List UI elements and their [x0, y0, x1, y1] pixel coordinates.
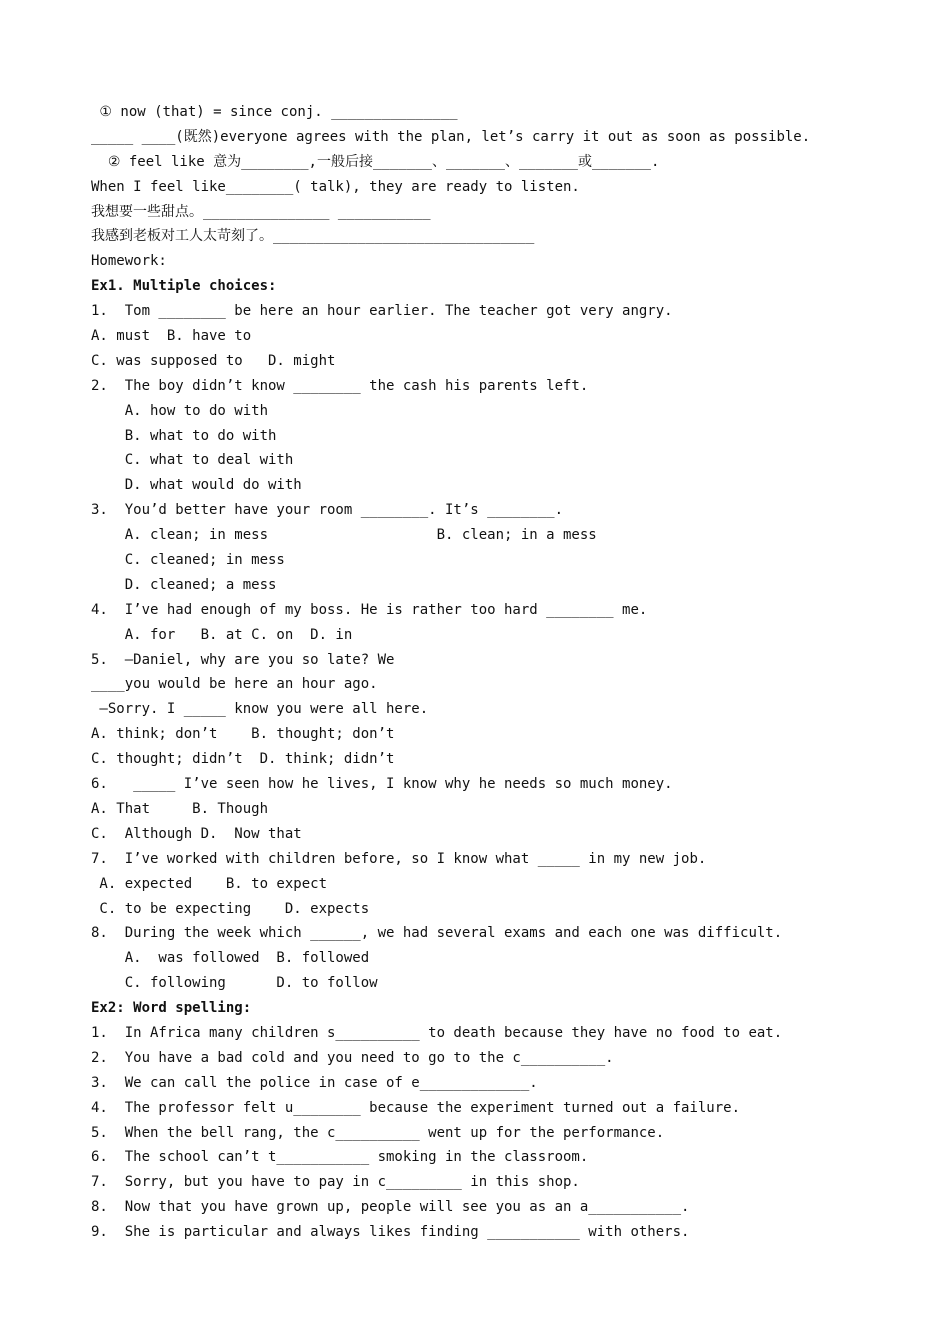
- question-line: 8. During the week which ______, we had several exams and each one was difficult.: [91, 925, 783, 942]
- option-line: C. cleaned; in mess: [91, 552, 285, 569]
- option-line: D. what would do with: [91, 477, 302, 494]
- option-line: A. expected B. to expect: [91, 875, 328, 892]
- translation-2: 我感到老板对工人太苛刻了。_______________________________: [91, 228, 535, 245]
- option-line: A. That B. Though: [91, 800, 269, 817]
- spelling-line: 5. When the bell rang, the c__________ went up for the performance.: [91, 1124, 665, 1141]
- note-now-that: ① now (that) = since conj. _______________: [91, 104, 458, 120]
- spelling-line: 6. The school can’t t___________ smoking in the classroom.: [91, 1149, 589, 1166]
- spelling-line: 4. The professor felt u________ because the experiment turned out a failure.: [91, 1099, 741, 1116]
- option-line: B. what to do with: [91, 427, 277, 444]
- option-line: A. for B. at C. on D. in: [91, 626, 353, 643]
- spelling-line: 8. Now that you have grown up, people will see you as an a___________.: [91, 1199, 690, 1216]
- option-line: D. cleaned; a mess: [91, 576, 277, 593]
- ex2-heading: Ex2: Word spelling:: [91, 1000, 252, 1017]
- question-line: 2. The boy didn’t know ________ the cash his parents left.: [91, 377, 589, 394]
- question-line: ____you would be here an hour ago.: [91, 676, 378, 693]
- question-line: 5. –Daniel, why are you so late? We: [91, 651, 395, 668]
- ex1-heading: Ex1. Multiple choices:: [91, 278, 277, 295]
- homework-heading: Homework:: [91, 253, 167, 270]
- option-line: A. was followed B. followed: [91, 950, 370, 967]
- option-line: C. Although D. Now that: [91, 825, 302, 842]
- option-line: A. think; don’t B. thought; don’t: [91, 726, 395, 743]
- option-line: C. following D. to follow: [91, 975, 378, 992]
- translation-1: 我想要一些甜点。_______________ ___________: [91, 203, 431, 220]
- question-line: 6. _____ I’ve seen how he lives, I know why he needs so much money.: [91, 776, 673, 793]
- spelling-line: 1. In Africa many children s__________ to death because they have no food to eat.: [91, 1024, 783, 1041]
- option-line: C. thought; didn’t D. think; didn’t: [91, 751, 395, 768]
- option-line: A. must B. have to: [91, 328, 252, 345]
- spelling-line: 7. Sorry, but you have to pay in c_________ in this shop.: [91, 1174, 580, 1191]
- question-line: 1. Tom ________ be here an hour earlier. The teacher got very angry.: [91, 303, 673, 320]
- spelling-line: 2. You have a bad cold and you need to go to the c__________.: [91, 1049, 614, 1066]
- option-line: C. to be expecting D. expects: [91, 900, 370, 917]
- question-line: –Sorry. I _____ know you were all here.: [91, 701, 429, 718]
- option-line: C. what to deal with: [91, 452, 294, 469]
- question-line: 4. I’ve had enough of my boss. He is rather too hard ________ me.: [91, 601, 648, 618]
- note-now-that-example: _____ ____(既然)everyone agrees with the plan, let’s carry it out as soon as possible.: [91, 128, 811, 145]
- note-feel-like: ② feel like 意为________,一般后接_______、_______、_______或_______.: [91, 153, 660, 170]
- spelling-line: 9. She is particular and always likes finding ___________ with others.: [91, 1224, 690, 1241]
- option-line: A. clean; in mess B. clean; in a mess: [91, 527, 597, 544]
- question-line: 3. You’d better have your room ________. It’s ________.: [91, 502, 564, 519]
- note-feel-like-example: When I feel like________( talk), they are ready to listen.: [91, 178, 580, 195]
- spelling-line: 3. We can call the police in case of e_____________.: [91, 1074, 538, 1091]
- question-line: 7. I’ve worked with children before, so I know what _____ in my new job.: [91, 850, 707, 867]
- option-line: C. was supposed to D. might: [91, 352, 336, 369]
- document-body: [91, 100, 911, 1245]
- option-line: A. how to do with: [91, 402, 269, 419]
